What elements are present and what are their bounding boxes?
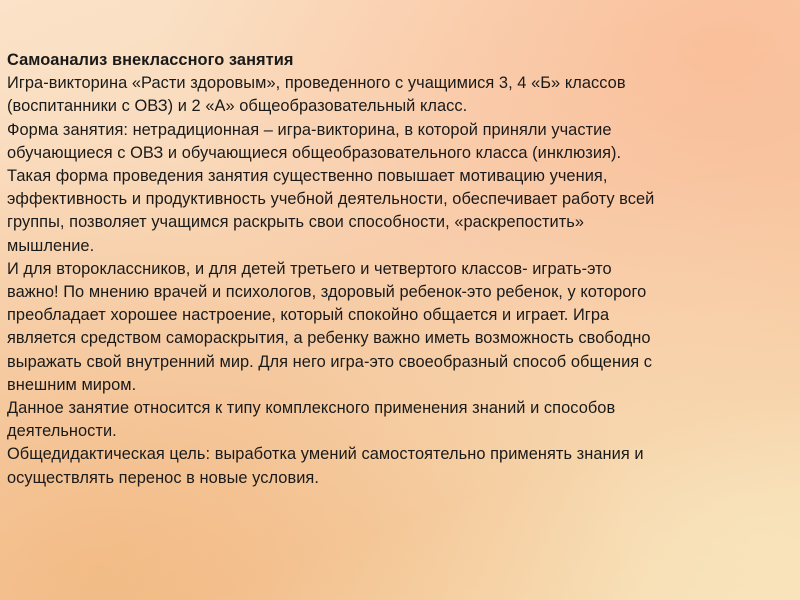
text-line: И для второклассников, и для детей третьего и четвертого классов- играть-это [7,259,612,278]
text-line: Общедидактическая цель: выработка умений самостоятельно применять знания и [7,445,644,464]
text-line: внешним миром. [7,375,137,394]
text-line: обучающиеся с ОВЗ и обучающиеся общеобразовательного класса (инклюзия). [7,143,622,162]
text-line: мышление. [7,236,95,255]
text-block [7,49,793,490]
text-line: Такая форма проведения занятия существенно повышает мотивацию учения, [7,167,608,186]
text-line: Данное занятие относится к типу комплексного применения знаний и способов [7,399,616,418]
text-line: является средством самораскрытия, а ребенку важно иметь возможность свободно [7,329,651,348]
text-line: Игра-викторина «Расти здоровым», проведенного с учащимися 3, 4 «Б» классов [7,74,626,93]
text-line: выражать свой внутренний мир. Для него игра-это своеобразный способ общения с [7,352,653,371]
text-line: осуществлять перенос в новые условия. [7,468,319,487]
text-line: преобладает хорошее настроение, который спокойно общается и играет. Игра [7,306,610,325]
text-line: деятельности. [7,422,117,441]
text-line: эффективность и продуктивность учебной деятельности, обеспечивает работу всей [7,190,655,209]
text-line: важно! По мнению врачей и психологов, здоровый ребенок-это ребенок, у которого [7,283,647,302]
text-line: группы, позволяет учащимся раскрыть свои способности, «раскрепостить» [7,213,585,232]
text-line: (воспитанники с ОВЗ) и 2 «А» общеобразовательный класс. [7,97,468,116]
text-line: Форма занятия: нетрадиционная – игра-викторина, в которой приняли участие [7,120,612,139]
slide-title: Самоанализ внеклассного занятия [7,51,294,69]
